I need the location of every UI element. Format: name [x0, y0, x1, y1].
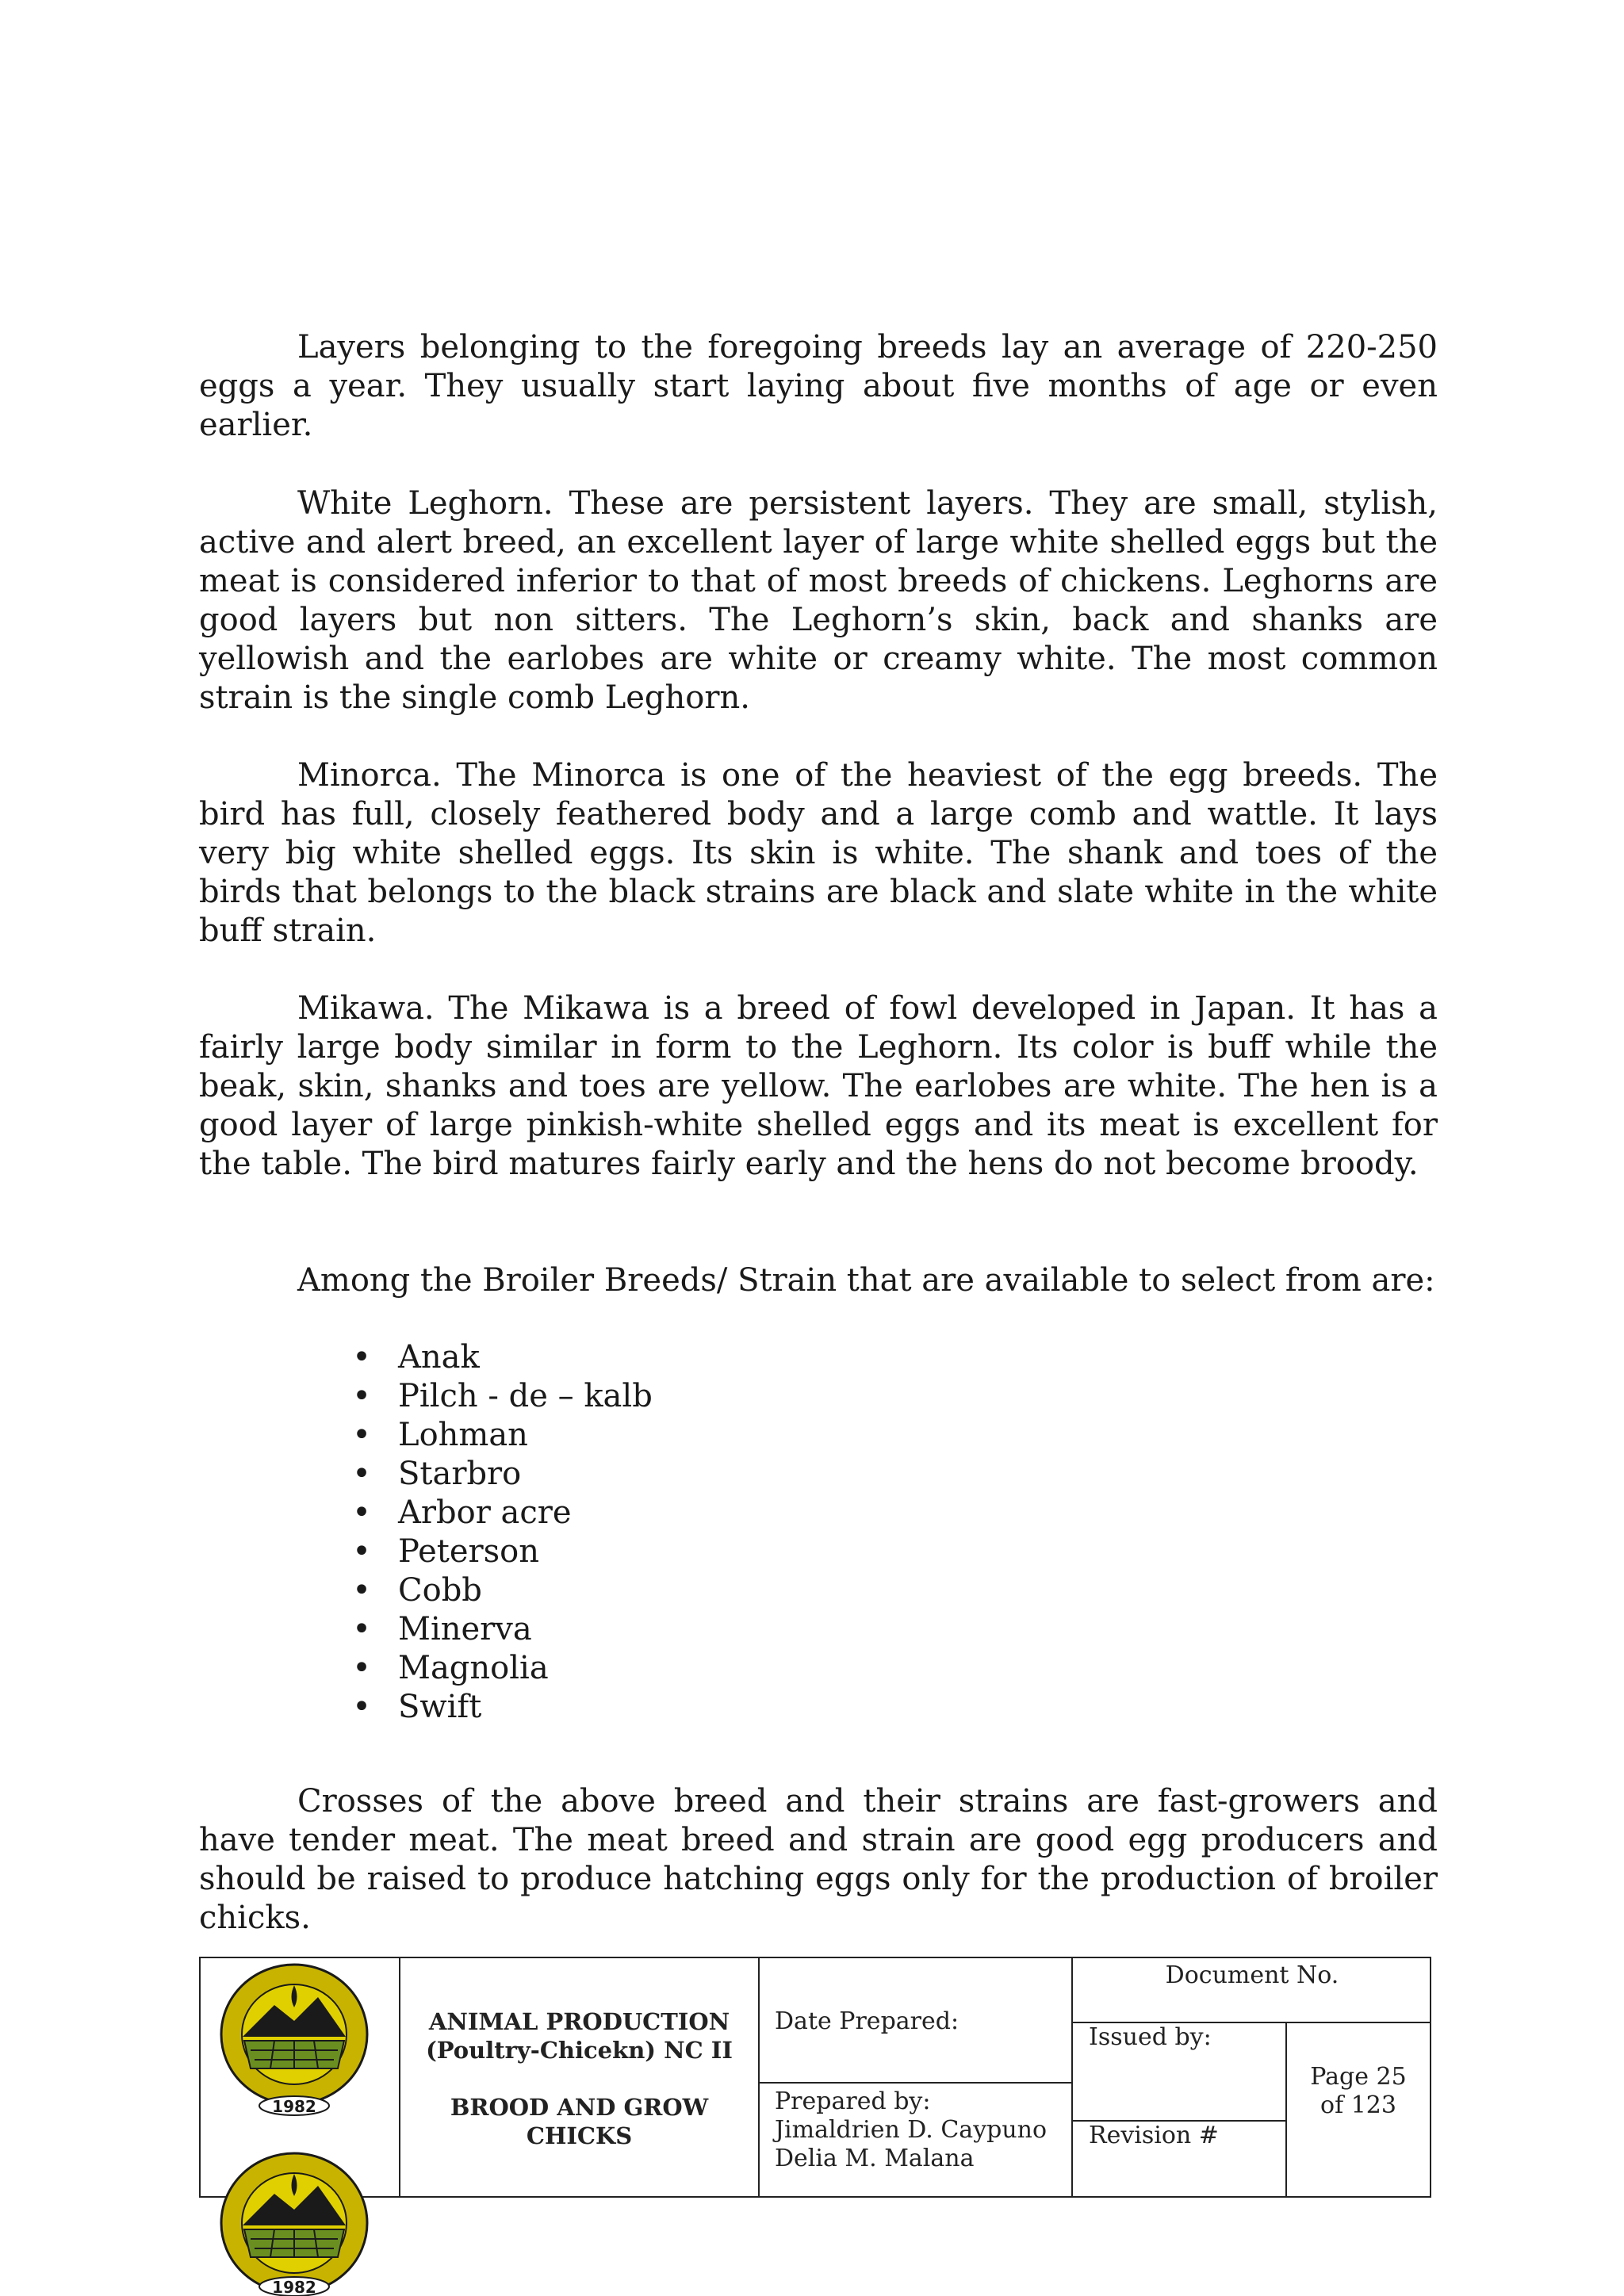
- date-prepared-label: Date Prepared:: [775, 2007, 959, 2035]
- issued-by-label: Issued by:: [1089, 2023, 1212, 2051]
- bullet-icon: •: [352, 1689, 371, 1725]
- preparer-name-1: Jimaldrien D. Caypuno: [775, 2116, 1048, 2144]
- list-item: • Starbro: [346, 1455, 653, 1494]
- broiler-breed-list: [346, 1338, 653, 1727]
- bullet-icon: •: [352, 1494, 371, 1531]
- bullet-icon: •: [352, 1456, 371, 1492]
- paragraph-minorca: Minorca. The Minorca is one of the heaviest of the egg breeds. The bird has full, closely feathered body and a large comb and wattle. It lays very big white shelled eggs. Its skin is white. The shank and toes of the birds that belongs to the black strains are black and slate white in the white buff strain.: [199, 757, 1438, 949]
- school-seal-logo-duplicate: [219, 2150, 370, 2296]
- list-item: • Arbor acre: [346, 1494, 653, 1533]
- page-number: Page 25 of 123: [1310, 2063, 1407, 2119]
- list-item: • Peterson: [346, 1533, 653, 1571]
- prepared-by-label: Prepared by:: [775, 2087, 931, 2115]
- preparer-name-2: Delia M. Malana: [775, 2145, 975, 2172]
- module-title: BROOD AND GROW CHICKS: [450, 2094, 709, 2149]
- bullet-icon: •: [352, 1339, 371, 1376]
- bullet-icon: •: [352, 1417, 371, 1453]
- seal-icon: [219, 1961, 370, 2116]
- course-title: ANIMAL PRODUCTION (Poultry-Chicekn) NC II: [426, 2008, 733, 2064]
- document-footer-table: [199, 1957, 1431, 2198]
- paragraph-broiler-intro: Among the Broiler Breeds/ Strain that are available to select from are:: [297, 1262, 1435, 1299]
- bullet-icon: •: [352, 1611, 371, 1647]
- paragraph-white-leghorn: White Leghorn. These are persistent layers. They are small, stylish, active and alert breed, an excellent layer of large white shelled eggs but the meat is considered inferior to that of most breeds of chickens. Leghorns are good layers but non sitters. The Leghorn’s skin, back and shanks are yellowish and the earlobes are white or creamy white. The most common strain is the single comb Leghorn.: [199, 485, 1438, 716]
- list-item: • Magnolia: [346, 1649, 653, 1688]
- paragraph-crosses: Crosses of the above breed and their strains are fast-growers and have tender meat. The meat breed and strain are good egg producers and should be raised to produce hatching eggs only for the production of broiler chicks.: [199, 1783, 1438, 1936]
- list-item: • Cobb: [346, 1571, 653, 1610]
- list-item: • Pilch - de – kalb: [346, 1377, 653, 1416]
- bullet-icon: •: [352, 1533, 371, 1570]
- svg-text:1982: 1982: [272, 2097, 316, 2116]
- list-item: • Swift: [346, 1688, 653, 1727]
- bullet-icon: •: [352, 1572, 371, 1609]
- list-item: • Minerva: [346, 1610, 653, 1649]
- svg-text:1982: 1982: [272, 2278, 316, 2296]
- list-item: • Lohman: [346, 1416, 653, 1455]
- paragraph-mikawa: Mikawa. The Mikawa is a breed of fowl developed in Japan. It has a fairly large body similar in form to the Leghorn. Its color is buff while the beak, skin, shanks and toes are yellow. The earlobes are white. The hen is a good layer of large pinkish-white shelled eggs and its meat is excellent for the table. The bird matures fairly early and the hens do not become broody.: [199, 990, 1438, 1182]
- bullet-icon: •: [352, 1378, 371, 1414]
- revision-label: Revision #: [1089, 2122, 1219, 2149]
- document-no-label: Document No.: [1165, 1961, 1339, 1989]
- paragraph-layers-average: Layers belonging to the foregoing breeds lay an average of 220-250 eggs a year. They usually start laying about five months of age or even earlier.: [199, 329, 1438, 443]
- bullet-icon: •: [352, 1650, 371, 1686]
- list-item: • Anak: [346, 1338, 653, 1377]
- seal-icon: [219, 2150, 370, 2296]
- school-seal-logo: [219, 1961, 370, 2116]
